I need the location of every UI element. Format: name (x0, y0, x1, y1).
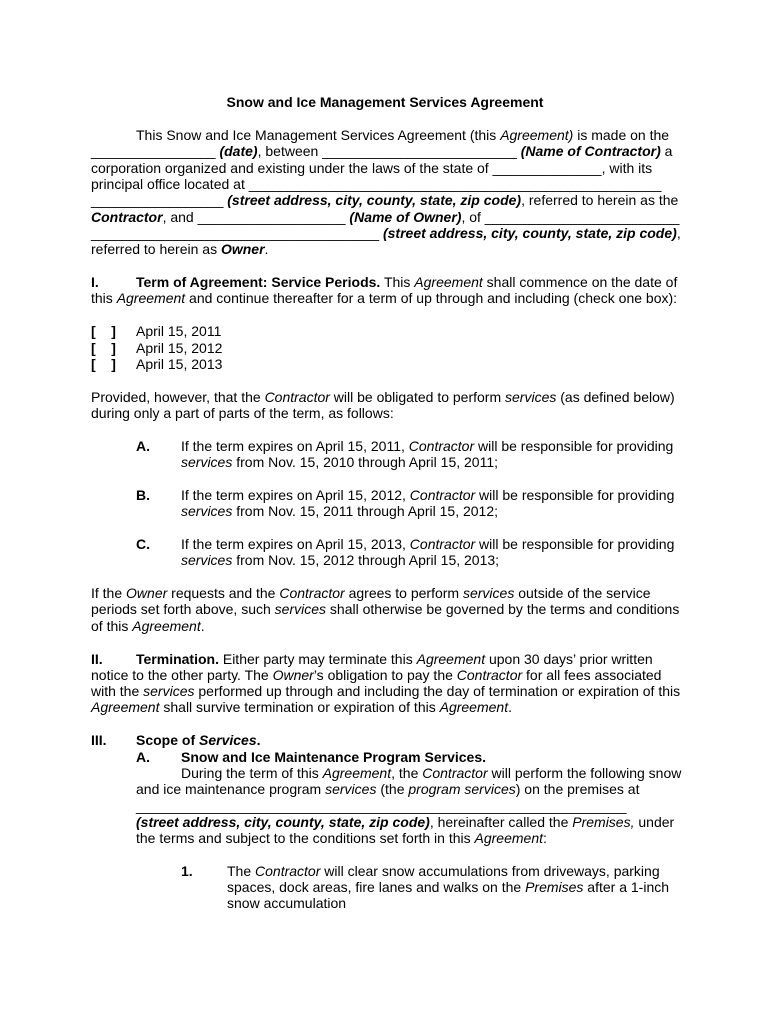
item-b-line-1: If the term expires on April 15, 2012, Contractor will be responsible for providing (181, 487, 675, 503)
item-1-line-3: snow accumulation (227, 895, 347, 911)
intro-line-7: _____________________________________ (street address, city, county, state, zip code), (91, 225, 681, 241)
item-1-line-1: The Contractor will clear snow accumulations from driveways, parking (227, 863, 660, 879)
intro-line-3: corporation organized and existing under the laws of the state of ______________, with its (91, 160, 653, 176)
section-1-number: I. (91, 274, 99, 290)
section-2-number: II. (91, 651, 103, 667)
item-c-line-2: services from Nov. 15, 2012 through April 15, 2013; (181, 552, 500, 568)
section-1-line-1: Term of Agreement: Service Periods. This Agreement shall commence on the date of (136, 274, 678, 290)
section-2-line-2: notice to the other party. The Owner’s obligation to pay the Contractor for all fees associated (91, 667, 662, 683)
item-1-line-2: spaces, dock areas, fire lanes and walks on the Premises after a 1-inch (227, 879, 670, 895)
section-1-line-2: this Agreement and continue thereafter for a term of up through and including (check one box): (91, 290, 678, 306)
provided-line-2: during only a part of parts of the term, as follows: (91, 405, 394, 421)
provided-line-1: Provided, however, that the Contractor will be obligated to perform services (as defined below) (91, 389, 675, 405)
section-3a-heading: Snow and Ice Maintenance Program Services. (181, 749, 486, 765)
outside-line-1: If the Owner requests and the Contractor agrees to perform services outside of the service (91, 585, 651, 601)
section-3-heading: Scope of Services. (136, 732, 261, 748)
intro-line-6: Contractor, and ___________________ (Name of Owner), of _________________________ (91, 209, 680, 225)
section-3a-line-1: During the term of this Agreement, the Contractor will perform the following snow (181, 765, 682, 781)
checkbox[interactable]: [ ] (91, 356, 116, 372)
checkbox[interactable]: [ ] (91, 340, 116, 356)
outside-line-3: of this Agreement. (91, 618, 205, 634)
section-2-line-3: with the services performed up through and including the day of termination or expiration of this (91, 683, 681, 699)
section-2-line-1: Termination. Either party may terminate this Agreement upon 30 days’ prior written (136, 651, 653, 667)
checkbox[interactable]: [ ] (91, 323, 116, 339)
intro-line-5: _________________ (street address, city, county, state, zip code), referred to herein as the (91, 192, 679, 208)
intro-line-2: ________________ (date), between _________________________ (Name of Contractor) a (91, 143, 673, 159)
section-3a-line-3: (street address, city, county, state, zip code), hereinafter called the Premises, under (136, 814, 675, 830)
section-2-line-4: Agreement shall survive termination or expiration of this Agreement. (91, 699, 512, 715)
item-c-letter: C. (136, 536, 150, 552)
intro-line-1: This Snow and Ice Management Services Agreement (this Agreement) is made on the (136, 127, 670, 143)
item-b-line-2: services from Nov. 15, 2011 through April 15, 2012; (181, 503, 499, 519)
item-a-line-1: If the term expires on April 15, 2011, Contractor will be responsible for providing (181, 438, 674, 454)
item-b-letter: B. (136, 487, 150, 503)
document-title: Snow and Ice Management Services Agreement (226, 94, 544, 110)
section-3a-line-4: the terms and subject to the conditions set forth in this Agreement: (136, 830, 547, 846)
item-1-number: 1. (181, 863, 193, 879)
term-option-2011[interactable]: [ ] April 15, 2011 (91, 323, 222, 339)
outside-line-2: periods set forth above, such services shall otherwise be governed by the terms and conditions (91, 601, 680, 617)
item-c-line-1: If the term expires on April 15, 2013, Contractor will be responsible for providing (181, 536, 675, 552)
section-3a-line-2: and ice maintenance program services (the program services) on the premises at (136, 781, 640, 797)
item-a-letter: A. (136, 438, 150, 454)
section-3-number: III. (91, 732, 107, 748)
term-option-2013[interactable]: [ ] April 15, 2013 (91, 356, 223, 372)
term-option-2012[interactable]: [ ] April 15, 2012 (91, 340, 223, 356)
intro-line-4: principal office located at _____________________________________________________ (91, 176, 662, 192)
item-a-line-2: services from Nov. 15, 2010 through April 15, 2011; (181, 454, 499, 470)
section-3a-letter: A. (136, 749, 150, 765)
intro-line-8: referred to herein as Owner. (91, 241, 269, 257)
premises-address-blank: _______________________________________________________________ (136, 798, 627, 814)
